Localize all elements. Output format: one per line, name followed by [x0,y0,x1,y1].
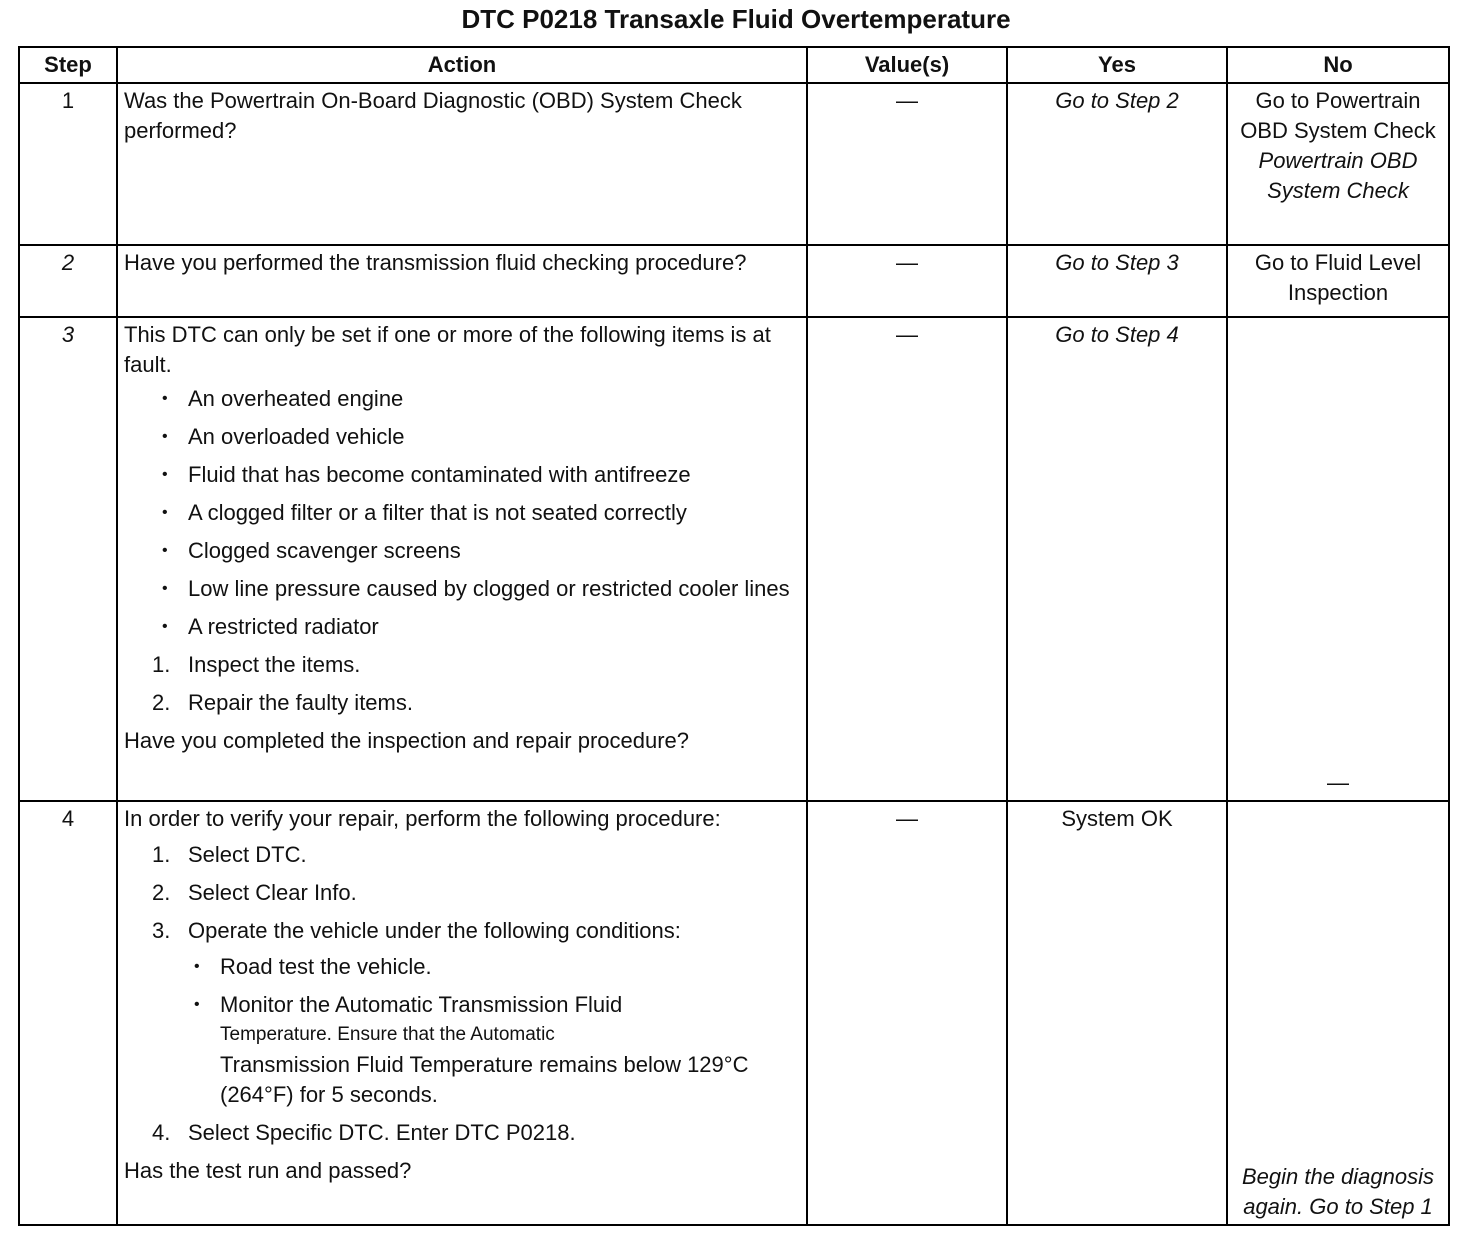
value-cell: — [807,317,1007,801]
step-number: 2 [19,245,117,317]
no-reference: Powertrain OBD System Check [1258,148,1418,203]
value-cell: — [807,245,1007,317]
action-intro: In order to verify your repair, perform the following procedure: [124,806,721,831]
value-cell: — [807,801,1007,1225]
action-text: Have you performed the transmission fluid checking procedure? [117,245,807,317]
header-action: Action [117,47,807,83]
action-cell [117,317,807,801]
no-link[interactable]: Begin the diagnosis again. Go to Step 1 [1227,801,1449,1225]
yes-link[interactable]: Go to Step 3 [1007,245,1227,317]
no-link[interactable]: Go to Fluid Level Inspection [1227,245,1449,317]
action-question: Has the test run and passed? [124,1158,412,1183]
step-number: 3 [19,317,117,801]
list-item: 3. Operate the vehicle under the following conditions: • Road test the vehicle. • Monitor the Automatic Transmission Fluid Temperature. Ensure that the Automatic Transmission Fluid Temperature remains below 129°C (264°F) for 5 seconds. [124,916,800,1110]
condition-list [188,952,800,1110]
step-number: 4 [19,801,117,1225]
header-no: No [1227,47,1449,83]
yes-link[interactable]: Go to Step 2 [1007,83,1227,245]
list-item: 2. Select Clear Info. [152,880,357,905]
header-yes: Yes [1007,47,1227,83]
procedure-list [124,840,800,1148]
yes-result: System OK [1007,801,1227,1225]
table-row [19,317,1449,801]
list-item: • Road test the vehicle. [188,952,800,982]
list-item: 2. Repair the faulty items. [152,690,413,715]
action-intro: This DTC can only be set if one or more of the following items is at fault. [124,322,771,377]
header-values: Value(s) [807,47,1007,83]
list-item: 1. Inspect the items. [152,652,361,677]
list-item: • Monitor the Automatic Transmission Fluid Temperature. Ensure that the Automatic Transmission Fluid Temperature remains below 129°C (264°F) for 5 seconds. [188,990,800,1110]
list-item: • A clogged filter or a filter that is not seated correctly [124,498,800,528]
no-cell: — [1227,317,1449,801]
action-cell [117,801,807,1225]
no-cell[interactable] [1227,83,1449,245]
yes-link[interactable]: Go to Step 4 [1007,317,1227,801]
list-item: • Fluid that has become contaminated with antifreeze [124,460,800,490]
table-row [19,801,1449,1225]
list-item: • An overheated engine [124,384,800,414]
list-item: • Clogged scavenger screens [124,536,800,566]
procedure-list [124,650,800,718]
list-item: • A restricted radiator [124,612,800,642]
table-row [19,83,1449,245]
table-row [19,245,1449,317]
list-item: 4. Select Specific DTC. Enter DTC P0218. [152,1120,576,1145]
no-link[interactable]: Go to Powertrain OBD System Check [1240,88,1436,143]
list-item: 1. Select DTC. [152,842,307,867]
diagnostic-table [18,46,1450,1226]
step-number: 1 [19,83,117,245]
list-item: • An overloaded vehicle [124,422,800,452]
fault-list [124,384,800,642]
header-row [19,47,1449,83]
action-text: Was the Powertrain On-Board Diagnostic (OBD) System Check performed? [117,83,807,245]
action-question: Have you completed the inspection and repair procedure? [124,728,690,753]
header-step: Step [19,47,117,83]
page-title: DTC P0218 Transaxle Fluid Overtemperature [461,4,1011,34]
value-cell: — [807,83,1007,245]
list-item: • Low line pressure caused by clogged or restricted cooler lines [124,574,800,604]
